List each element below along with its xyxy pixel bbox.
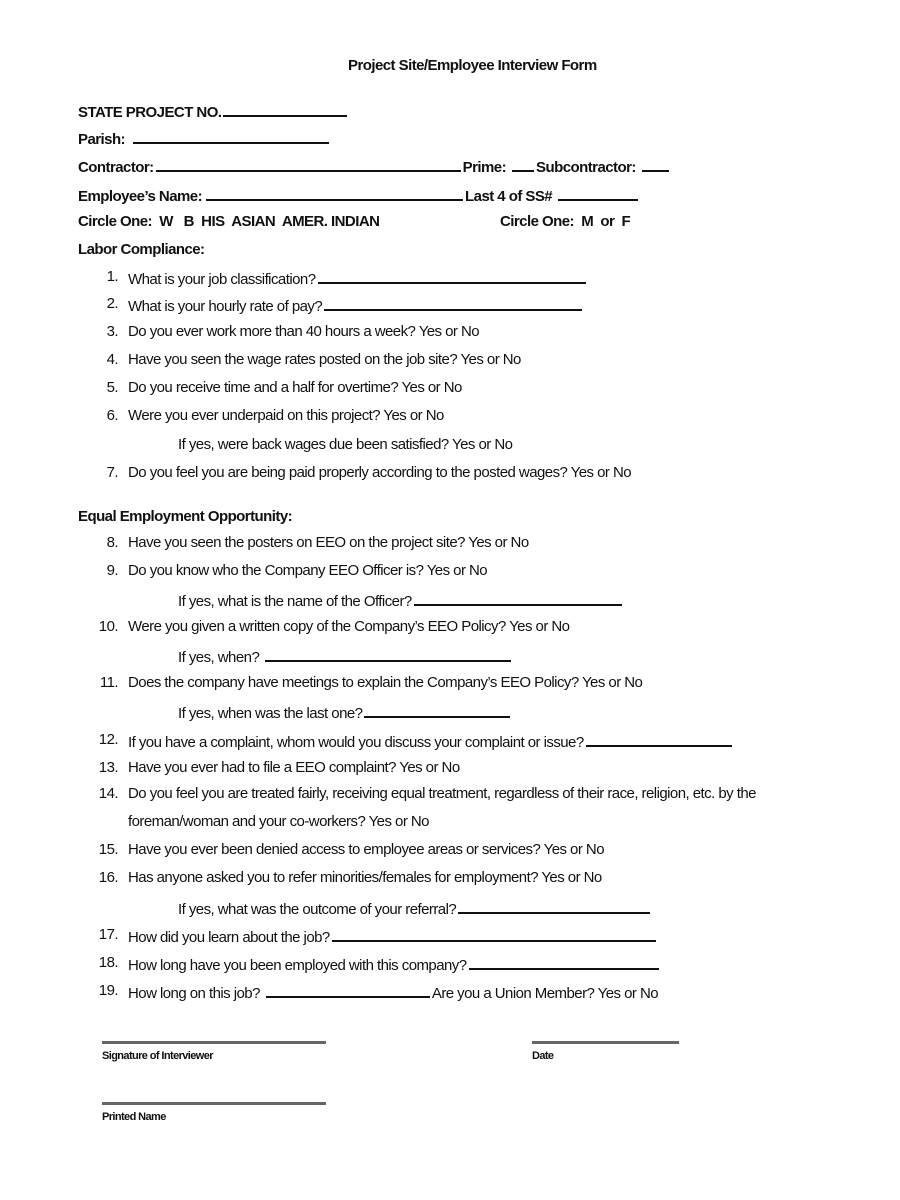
- question-15: [98, 841, 604, 859]
- subcontractor-field[interactable]: [642, 156, 669, 172]
- question-text[interactable]: Were you ever underpaid on this project? Yes or No: [128, 407, 444, 424]
- question-text: What is your job classification?: [128, 271, 316, 288]
- followup-text: If yes, when was the last one?: [178, 705, 363, 722]
- question-7: [106, 464, 632, 482]
- printed-name-line[interactable]: [102, 1102, 326, 1105]
- answer-field[interactable]: [364, 702, 510, 718]
- question-text[interactable]: Have you ever been denied access to employee areas or services? Yes or No: [128, 841, 604, 858]
- question-number: 11.: [99, 674, 118, 691]
- date-line[interactable]: [532, 1041, 679, 1044]
- employee-name-label: Employee’s Name:: [78, 188, 203, 205]
- question-number: 18.: [98, 954, 118, 971]
- race-options[interactable]: Circle One: W B HIS ASIAN AMER. INDIAN: [78, 213, 380, 230]
- answer-field[interactable]: [586, 731, 732, 747]
- question-text: How did you learn about the job?: [128, 929, 330, 946]
- question-number: 2.: [106, 295, 118, 312]
- question-14-continued[interactable]: foreman/woman and your co-workers? Yes or No: [128, 813, 429, 830]
- signature-line[interactable]: [102, 1041, 326, 1044]
- question-text: Do you feel you are treated fairly, receiving equal treatment, regardless of their race, religion, etc. by the: [128, 785, 756, 802]
- question-text: If you have a complaint, whom would you discuss your complaint or issue?: [128, 734, 584, 751]
- answer-field[interactable]: [469, 954, 659, 970]
- question-1: [106, 268, 588, 289]
- question-19: [98, 982, 659, 1003]
- question-text[interactable]: Were you given a written copy of the Company’s EEO Policy? Yes or No: [128, 618, 570, 635]
- question-4: [106, 351, 521, 369]
- question-text[interactable]: Do you receive time and a half for overtime? Yes or No: [128, 379, 462, 396]
- question-text[interactable]: Have you seen the wage rates posted on the job site? Yes or No: [128, 351, 521, 368]
- question-text[interactable]: Have you ever had to file a EEO complaint? Yes or No: [128, 759, 460, 776]
- question-2: [106, 295, 584, 316]
- question-14: [98, 785, 756, 803]
- question-8: [106, 534, 529, 552]
- followup-text: If yes, when?: [178, 649, 260, 666]
- followup-text: If yes, what is the name of the Officer?: [178, 593, 412, 610]
- question-9: [106, 562, 488, 580]
- question-text[interactable]: Do you ever work more than 40 hours a week? Yes or No: [128, 323, 480, 340]
- parish-label: Parish:: [78, 131, 126, 148]
- ss-field[interactable]: [558, 185, 638, 201]
- question-number: 17.: [98, 926, 118, 943]
- question-text: How long have you been employed with this company?: [128, 957, 467, 974]
- question-18: [98, 954, 661, 975]
- prime-label: Prime:: [462, 159, 507, 176]
- question-number: 12.: [98, 731, 118, 748]
- state-project-field[interactable]: [223, 101, 347, 117]
- question-17: [98, 926, 658, 947]
- question-11-followup: [178, 702, 512, 723]
- answer-field[interactable]: [458, 898, 650, 914]
- question-text: What is your hourly rate of pay?: [128, 298, 323, 315]
- question-text[interactable]: Have you seen the posters on EEO on the project site? Yes or No: [128, 534, 529, 551]
- parish-field[interactable]: [133, 128, 329, 144]
- signature-label: Signature of Interviewer: [102, 1050, 213, 1062]
- question-11: [99, 674, 643, 692]
- question-10-followup: [178, 646, 513, 667]
- question-16-followup: [178, 898, 652, 919]
- union-member-text[interactable]: Are you a Union Member? Yes or No: [431, 985, 659, 1002]
- answer-field[interactable]: [332, 926, 656, 942]
- question-number: 7.: [106, 464, 118, 481]
- question-12: [98, 731, 734, 752]
- question-6-followup[interactable]: If yes, were back wages due been satisfied? Yes or No: [178, 436, 513, 453]
- question-number: 16.: [98, 869, 118, 886]
- followup-text: If yes, what was the outcome of your referral?: [178, 901, 457, 918]
- question-text[interactable]: Do you feel you are being paid properly according to the posted wages? Yes or No: [128, 464, 632, 481]
- eeo-heading: Equal Employment Opportunity:: [78, 508, 293, 525]
- printed-name-label: Printed Name: [102, 1111, 166, 1123]
- contractor-label: Contractor:: [78, 159, 154, 176]
- answer-field[interactable]: [414, 590, 622, 606]
- question-number: 4.: [106, 351, 118, 368]
- question-number: 5.: [106, 379, 118, 396]
- contractor-row: [78, 156, 671, 177]
- answer-field[interactable]: [318, 268, 586, 284]
- employee-name-field[interactable]: [206, 185, 463, 201]
- date-label: Date: [532, 1050, 554, 1062]
- question-number: 1.: [106, 268, 118, 285]
- question-number: 10.: [98, 618, 118, 635]
- question-number: 14.: [98, 785, 118, 802]
- sex-options[interactable]: Circle One: M or F: [500, 213, 631, 230]
- question-number: 6.: [106, 407, 118, 424]
- question-5: [106, 379, 462, 397]
- ss-label: Last 4 of SS#: [465, 188, 553, 205]
- answer-field[interactable]: [265, 646, 511, 662]
- state-project-label: STATE PROJECT NO.: [78, 104, 222, 121]
- answer-field[interactable]: [266, 982, 430, 998]
- question-text[interactable]: Does the company have meetings to explain the Company’s EEO Policy? Yes or No: [128, 674, 643, 691]
- question-number: 13.: [98, 759, 118, 776]
- subcontractor-label: Subcontractor:: [536, 159, 636, 176]
- question-13: [98, 759, 460, 777]
- answer-field[interactable]: [324, 295, 582, 311]
- labor-heading: Labor Compliance:: [78, 241, 205, 258]
- state-project-row: [78, 101, 349, 122]
- question-10: [98, 618, 570, 636]
- employee-row: [78, 185, 640, 206]
- question-3: [106, 323, 480, 341]
- form-title: Project Site/Employee Interview Form: [348, 57, 597, 74]
- question-number: 9.: [106, 562, 118, 579]
- question-number: 15.: [98, 841, 118, 858]
- question-number: 3.: [106, 323, 118, 340]
- prime-field[interactable]: [512, 156, 534, 172]
- question-16: [98, 869, 602, 887]
- question-number: 19.: [98, 982, 118, 999]
- question-number: 8.: [106, 534, 118, 551]
- question-6: [106, 407, 444, 425]
- question-9-followup: [178, 590, 624, 611]
- question-text: How long on this job?: [128, 985, 260, 1002]
- question-text[interactable]: Do you know who the Company EEO Officer is? Yes or No: [128, 562, 488, 579]
- contractor-field[interactable]: [156, 156, 461, 172]
- parish-row: [78, 128, 331, 149]
- question-text[interactable]: Has anyone asked you to refer minorities/females for employment? Yes or No: [128, 869, 602, 886]
